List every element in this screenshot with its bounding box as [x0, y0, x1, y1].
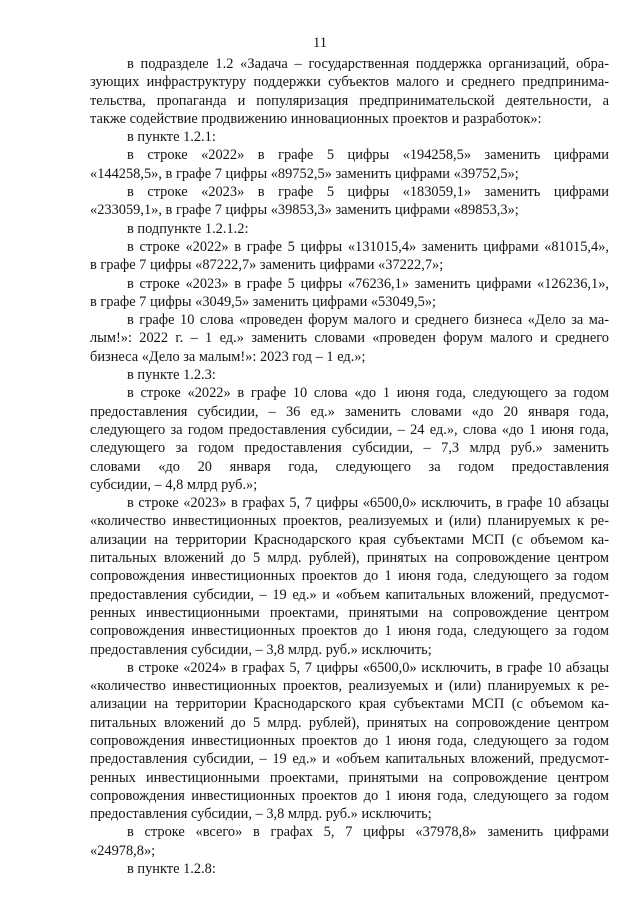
text-line: сопровождения инвестиционных проектов до 1 июня года, следующего за годом: [90, 623, 609, 640]
text-line: в подразделе 1.2 «Задача – государственная поддержка организаций, обра-: [127, 56, 609, 72]
text-line: сопровождения инвестиционных проектов до 1 июня года, следующего за годом: [90, 568, 609, 585]
text-line: ренных инвестиционными проектами, принятыми на сопровождение центром: [90, 604, 609, 621]
text-line: в графе 7 цифры «87222,7» заменить цифрами «37222,7»;: [90, 257, 444, 274]
text-line: в пункте 1.2.1:: [127, 129, 216, 146]
text-line: лым!»: 2022 г. – 1 ед.» заменить словами «проведен форум малого и среднего: [90, 330, 609, 347]
text-line: зующих инфраструктуру поддержки субъектов малого и среднего предпринима-: [90, 74, 609, 91]
text-line: следующего за годом предоставления субсидии, – 24 ед.», слова «до 1 июня года,: [90, 421, 609, 438]
text-line: следующего за годом предоставления субсидии, – 7,3 млрд руб.» заменить: [90, 440, 609, 457]
text-line: ализации на территории Краснодарского края субъектами МСП (с объемом ка-: [90, 531, 609, 548]
text-line: «количество инвестиционных проектов, реализуемых и (или) планируемых к ре-: [90, 513, 609, 530]
text-line: «24978,8»;: [90, 842, 156, 859]
text-line: предоставления субсидии, – 36 ед.» заменить словами «до 20 января года,: [90, 403, 609, 420]
text-line: субсидии, – 4,8 млрд руб.»;: [90, 476, 258, 493]
text-line: в строке «всего» в графах 5, 7 цифры «37978,8» заменить цифрами: [127, 824, 609, 841]
text-line: бизнеса «Дело за малым!»: 2023 год – 1 ед.»;: [90, 348, 366, 365]
text-line: в строке «2023» в графах 5, 7 цифры «6500,0» исключить, в графе 10 абзацы: [127, 495, 609, 512]
text-line: в строке «2022» в графе 5 цифры «194258,5» заменить цифрами: [127, 147, 609, 164]
text-line: в пункте 1.2.3:: [127, 367, 216, 384]
text-line: в графе 10 слова «проведен форум малого и среднего бизнеса «Дело за ма-: [127, 312, 609, 329]
text-line: в строке «2022» в графе 10 слова «до 1 июня года, следующего за годом: [127, 385, 609, 402]
text-line: в подпункте 1.2.1.2:: [127, 220, 249, 237]
text-line: питальных вложений до 5 млрд. рублей), принятых на сопровождение центром: [90, 714, 609, 731]
text-line: в строке «2024» в графах 5, 7 цифры «6500,0» исключить, в графе 10 абзацы: [127, 659, 609, 676]
text-line: тельства, пропаганда и популяризация предпринимательской деятельности, а: [90, 92, 609, 109]
text-line: предоставления субсидии, – 3,8 млрд. руб.» исключить;: [90, 806, 432, 823]
text-line: сопровождения инвестиционных проектов до 1 июня года, следующего за годом: [90, 732, 609, 749]
text-line: предоставления субсидии, – 19 ед.» и «объем капитальных вложений, предусмот-: [90, 586, 609, 603]
text-line: «233059,1», в графе 7 цифры «39853,3» заменить цифрами «89853,3»;: [90, 202, 519, 219]
text-line: в строке «2023» в графе 5 цифры «76236,1» заменить цифрами «126236,1»,: [127, 275, 609, 292]
text-line: в строке «2022» в графе 5 цифры «131015,4» заменить цифрами «81015,4»,: [127, 238, 609, 255]
text-line: «количество инвестиционных проектов, реализуемых и (или) планируемых к ре-: [90, 678, 609, 695]
text-line: ренных инвестиционными проектами, принятыми на сопровождение центром: [90, 769, 609, 786]
text-line: также содействие продвижению инновационных проектов и разработок»:: [90, 110, 542, 127]
text-line: в строке «2023» в графе 5 цифры «183059,1» заменить цифрами: [127, 184, 609, 201]
text-line: питальных вложений до 5 млрд. рублей), принятых на сопровождение центром: [90, 550, 609, 567]
text-line: предоставления субсидии, – 19 ед.» и «объем капитальных вложений, предусмот-: [90, 751, 609, 768]
text-line: «144258,5», в графе 7 цифры «89752,5» заменить цифрами «39752,5»;: [90, 165, 519, 182]
page-number: 11: [313, 35, 327, 51]
text-line: словами «до 20 января года, следующего за годом предоставления: [90, 458, 609, 475]
text-line: ализации на территории Краснодарского края субъектами МСП (с объемом ка-: [90, 696, 609, 713]
text-line: сопровождения инвестиционных проектов до 1 июня года, следующего за годом: [90, 787, 609, 804]
text-line: в пункте 1.2.8:: [127, 861, 216, 878]
text-line: в графе 7 цифры «3049,5» заменить цифрами «53049,5»;: [90, 293, 437, 310]
document-body: [90, 55, 609, 878]
text-line: предоставления субсидии, – 3,8 млрд. руб.» исключить;: [90, 641, 432, 658]
